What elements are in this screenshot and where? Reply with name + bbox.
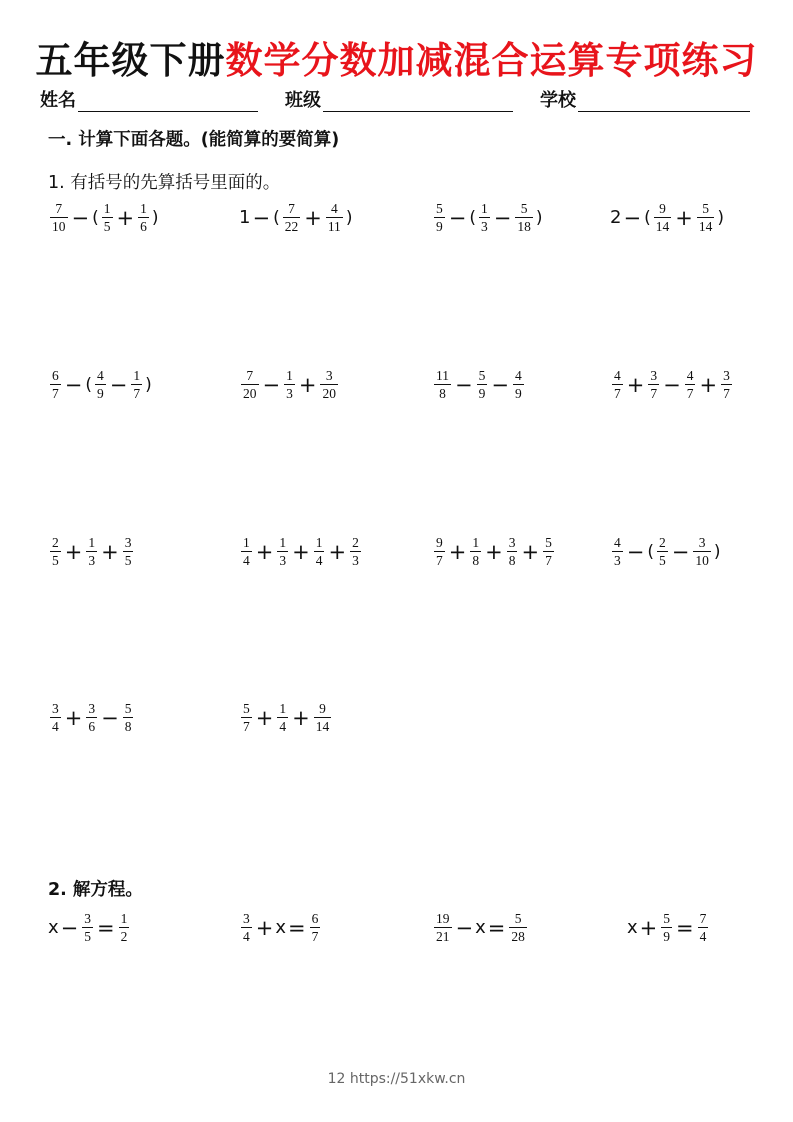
problem-expression [610, 201, 725, 234]
operator: + [699, 372, 718, 397]
fraction-denominator: 7 [52, 386, 59, 401]
fraction-denominator: 3 [352, 553, 359, 568]
problem-expression [432, 368, 526, 401]
problem-expression [239, 701, 333, 734]
problem-expression [239, 368, 340, 401]
fraction-numerator: 1 [315, 535, 323, 550]
fraction [241, 701, 252, 734]
operator: + [298, 372, 317, 397]
fraction-numerator: 1 [103, 201, 111, 216]
parenthesis: ( [92, 207, 99, 228]
operator: − [64, 372, 83, 397]
fraction-denominator: 2 [120, 929, 128, 944]
fraction-numerator: 3 [124, 535, 132, 550]
fraction-numerator: 9 [659, 201, 666, 216]
fraction-numerator: 1 [243, 535, 250, 550]
fraction [507, 535, 518, 568]
fraction-denominator: 22 [284, 219, 299, 234]
operator: + [101, 539, 119, 564]
section-1-subheading: 1. 有括号的先算括号里面的。 [48, 173, 281, 193]
problem-expression [48, 201, 160, 234]
fraction-numerator: 3 [52, 701, 59, 716]
fraction-denominator: 5 [84, 929, 92, 944]
operator: + [328, 539, 347, 564]
operator: = [676, 915, 694, 940]
operator: − [626, 539, 645, 564]
fraction [50, 368, 61, 401]
fraction [310, 911, 321, 944]
fraction-denominator: 10 [695, 553, 709, 568]
fraction-numerator: 7 [55, 201, 63, 216]
operator: − [252, 205, 271, 230]
fraction [434, 368, 451, 401]
fraction-numerator: 1 [279, 701, 287, 716]
equation-expression [627, 911, 710, 944]
fraction-denominator: 7 [243, 719, 250, 734]
fraction-numerator: 7 [288, 201, 295, 216]
fraction-denominator: 20 [243, 386, 257, 401]
operator: + [292, 705, 310, 730]
problem-expression [48, 535, 135, 568]
problem-expression [432, 201, 544, 234]
fraction-numerator: 9 [319, 701, 326, 716]
operator: − [623, 205, 642, 230]
fraction [123, 701, 134, 734]
fraction [477, 368, 488, 401]
operator: − [71, 205, 90, 230]
operator: + [64, 705, 83, 730]
fraction [284, 368, 295, 401]
fraction-denominator: 7 [650, 386, 658, 401]
fraction [86, 701, 97, 734]
fraction-denominator: 8 [124, 719, 132, 734]
operator: = [288, 915, 306, 940]
problem-expression [48, 701, 135, 734]
fraction-denominator: 9 [663, 929, 671, 944]
fraction-numerator: 3 [84, 911, 92, 926]
fraction-denominator: 4 [243, 929, 250, 944]
fraction-denominator: 8 [508, 553, 516, 568]
fraction-denominator: 7 [436, 553, 443, 568]
fraction-numerator: 1 [120, 911, 128, 926]
problem-expression [239, 535, 363, 568]
section-2-heading: 2. 解方程。 [48, 880, 143, 900]
fraction-numerator: 1 [481, 201, 488, 216]
term: x [627, 917, 638, 938]
fraction-numerator: 9 [436, 535, 443, 550]
parenthesis: ( [469, 207, 476, 228]
fraction [657, 535, 668, 568]
parenthesis: ) [145, 374, 152, 395]
class-label: 班级 [285, 90, 321, 111]
fraction-denominator: 4 [52, 719, 59, 734]
fraction-numerator: 5 [478, 368, 486, 383]
parenthesis: ) [345, 207, 353, 228]
operator: = [97, 915, 115, 940]
fraction-numerator: 5 [663, 911, 671, 926]
fraction [648, 368, 659, 401]
fraction-denominator: 3 [279, 553, 287, 568]
parenthesis: ) [713, 541, 721, 562]
fraction-denominator: 3 [88, 553, 96, 568]
fraction-numerator: 5 [514, 911, 522, 926]
page-footer: 12 https://51xkw.cn [327, 1071, 466, 1087]
fraction-numerator: 1 [472, 535, 480, 550]
fraction [50, 701, 61, 734]
fraction [50, 201, 68, 234]
fraction [131, 368, 142, 401]
fraction-numerator: 4 [614, 535, 621, 550]
term: 1 [239, 207, 251, 228]
fraction-denominator: 14 [698, 219, 713, 234]
parenthesis: ( [85, 374, 92, 395]
fraction-numerator: 1 [279, 535, 287, 550]
fraction-denominator: 11 [327, 219, 341, 234]
fraction-numerator: 5 [436, 201, 443, 216]
fraction [513, 368, 524, 401]
fraction-numerator: 3 [88, 701, 96, 716]
operator: + [255, 539, 274, 564]
fraction [509, 911, 527, 944]
fraction-numerator: 4 [614, 368, 621, 383]
operator: + [116, 205, 135, 230]
fraction [654, 201, 672, 234]
fraction-denominator: 3 [481, 219, 488, 234]
fraction [697, 201, 715, 234]
fraction-denominator: 9 [514, 386, 522, 401]
fraction-numerator: 3 [243, 911, 250, 926]
fraction-numerator: 2 [52, 535, 59, 550]
operator: = [487, 915, 506, 940]
fraction-numerator: 3 [650, 368, 658, 383]
fraction-denominator: 3 [286, 386, 293, 401]
operator: − [455, 915, 474, 940]
fraction [123, 535, 134, 568]
problem-expression [48, 368, 153, 401]
fraction-numerator: 6 [52, 368, 59, 383]
fraction [241, 535, 252, 568]
fraction [95, 368, 106, 401]
fraction [277, 535, 288, 568]
fraction-denominator: 4 [315, 553, 323, 568]
fraction-denominator: 4 [243, 553, 250, 568]
fraction [698, 911, 709, 944]
fraction [86, 535, 97, 568]
parenthesis: ) [717, 207, 724, 228]
fraction-denominator: 7 [311, 929, 319, 944]
term: x [475, 917, 486, 938]
equation-expression [432, 911, 529, 944]
class-group [285, 86, 513, 112]
fraction-numerator: 4 [514, 368, 522, 383]
fraction [138, 201, 149, 234]
fraction-denominator: 6 [88, 719, 96, 734]
fraction-denominator: 9 [97, 386, 104, 401]
parenthesis: ) [535, 207, 543, 228]
fraction-denominator: 4 [279, 719, 287, 734]
fraction-numerator: 5 [124, 701, 132, 716]
fraction-numerator: 5 [243, 701, 250, 716]
fraction [434, 535, 445, 568]
fraction-denominator: 6 [140, 219, 147, 234]
fraction-denominator: 20 [322, 386, 336, 401]
parenthesis: ) [151, 207, 159, 228]
operator: + [521, 539, 540, 564]
operator: + [675, 205, 693, 230]
operator: − [491, 372, 509, 397]
fraction [326, 201, 343, 234]
parenthesis: ( [644, 207, 651, 228]
fraction [612, 368, 623, 401]
fraction-denominator: 9 [436, 219, 443, 234]
fraction-denominator: 21 [436, 929, 450, 944]
fraction-denominator: 5 [52, 553, 59, 568]
fraction-denominator: 14 [655, 219, 670, 234]
fraction-denominator: 8 [472, 553, 480, 568]
fraction-numerator: 7 [246, 368, 254, 383]
fraction [515, 201, 533, 234]
fraction-denominator: 10 [52, 219, 66, 234]
fraction-denominator: 4 [699, 929, 707, 944]
fraction-numerator: 3 [325, 368, 333, 383]
fraction-numerator: 6 [311, 911, 319, 926]
fraction-denominator: 28 [511, 929, 525, 944]
fraction [612, 535, 623, 568]
problem-expression [432, 535, 556, 568]
fraction-denominator: 7 [723, 386, 730, 401]
problem-expression [610, 535, 722, 568]
fraction-denominator: 3 [614, 553, 621, 568]
fraction [434, 911, 452, 944]
operator: + [626, 372, 645, 397]
fraction-denominator: 14 [315, 719, 330, 734]
section-1-heading: 一. 计算下面各题。(能简算的要简算) [48, 130, 340, 150]
fraction-denominator: 7 [545, 553, 552, 568]
operator: − [101, 705, 119, 730]
title-black-part: 五年级下册 [35, 39, 226, 82]
fraction-numerator: 3 [698, 535, 706, 550]
fraction-numerator: 7 [699, 911, 707, 926]
fraction-numerator: 4 [330, 201, 338, 216]
title-red-part: 数学分数加减混合运算专项练习 [225, 39, 758, 82]
fraction-denominator: 5 [659, 553, 666, 568]
school-group [540, 86, 750, 112]
problem-expression [239, 201, 353, 234]
parenthesis: ( [273, 207, 280, 228]
operator: + [292, 539, 310, 564]
fraction [314, 701, 332, 734]
fraction [314, 535, 325, 568]
operator: + [255, 915, 274, 940]
fraction [277, 701, 288, 734]
fraction [241, 911, 252, 944]
fraction [434, 201, 445, 234]
fraction-numerator: 1 [286, 368, 293, 383]
fraction-numerator: 4 [97, 368, 104, 383]
school-field[interactable] [578, 91, 750, 112]
fraction-denominator: 5 [124, 553, 132, 568]
fraction [721, 368, 732, 401]
problem-expression [610, 368, 734, 401]
fraction [685, 368, 696, 401]
operator: + [64, 539, 83, 564]
fraction-numerator: 5 [702, 201, 709, 216]
fraction [102, 201, 113, 234]
fraction [82, 911, 93, 944]
operator: − [671, 539, 690, 564]
operator: + [639, 915, 658, 940]
fraction-numerator: 2 [352, 535, 359, 550]
equation-expression [239, 911, 322, 944]
parenthesis: ( [647, 541, 654, 562]
operator: − [663, 372, 681, 397]
fraction [320, 368, 338, 401]
fraction-denominator: 18 [517, 219, 531, 234]
fraction [693, 535, 711, 568]
fraction-numerator: 1 [88, 535, 96, 550]
fraction [470, 535, 481, 568]
fraction-numerator: 11 [436, 368, 449, 383]
fraction-numerator: 1 [133, 368, 141, 383]
operator: + [304, 205, 322, 230]
fraction-numerator: 3 [723, 368, 730, 383]
fraction [119, 911, 130, 944]
fraction-numerator: 4 [686, 368, 694, 383]
term: x [275, 917, 287, 938]
fraction-numerator: 19 [436, 911, 450, 926]
fraction-numerator: 5 [545, 535, 552, 550]
name-group [40, 86, 258, 112]
operator: + [448, 539, 467, 564]
operator: − [493, 205, 512, 230]
name-field[interactable] [78, 91, 258, 112]
fraction [543, 535, 554, 568]
fraction-numerator: 2 [659, 535, 666, 550]
operator: − [60, 915, 79, 940]
fraction-numerator: 1 [140, 201, 147, 216]
operator: − [448, 205, 467, 230]
fraction [283, 201, 301, 234]
fraction-denominator: 7 [614, 386, 621, 401]
fraction-numerator: 3 [508, 535, 516, 550]
operator: + [485, 539, 503, 564]
operator: − [109, 372, 128, 397]
fraction [661, 911, 672, 944]
fraction [50, 535, 61, 568]
fraction [241, 368, 259, 401]
operator: + [255, 705, 274, 730]
fraction [350, 535, 361, 568]
name-label: 姓名 [40, 90, 76, 111]
school-label: 学校 [540, 90, 576, 111]
fraction-denominator: 8 [439, 386, 446, 401]
fraction-denominator: 7 [686, 386, 694, 401]
fraction-denominator: 5 [103, 219, 111, 234]
fraction [479, 201, 490, 234]
term: 2 [610, 207, 622, 228]
term: x [48, 917, 59, 938]
fraction-denominator: 9 [478, 386, 486, 401]
equation-expression [48, 911, 131, 944]
fraction-numerator: 5 [520, 201, 528, 216]
fraction-denominator: 7 [133, 386, 141, 401]
page-title [0, 30, 793, 84]
operator: − [455, 372, 473, 397]
class-field[interactable] [323, 91, 513, 112]
operator: − [262, 372, 281, 397]
